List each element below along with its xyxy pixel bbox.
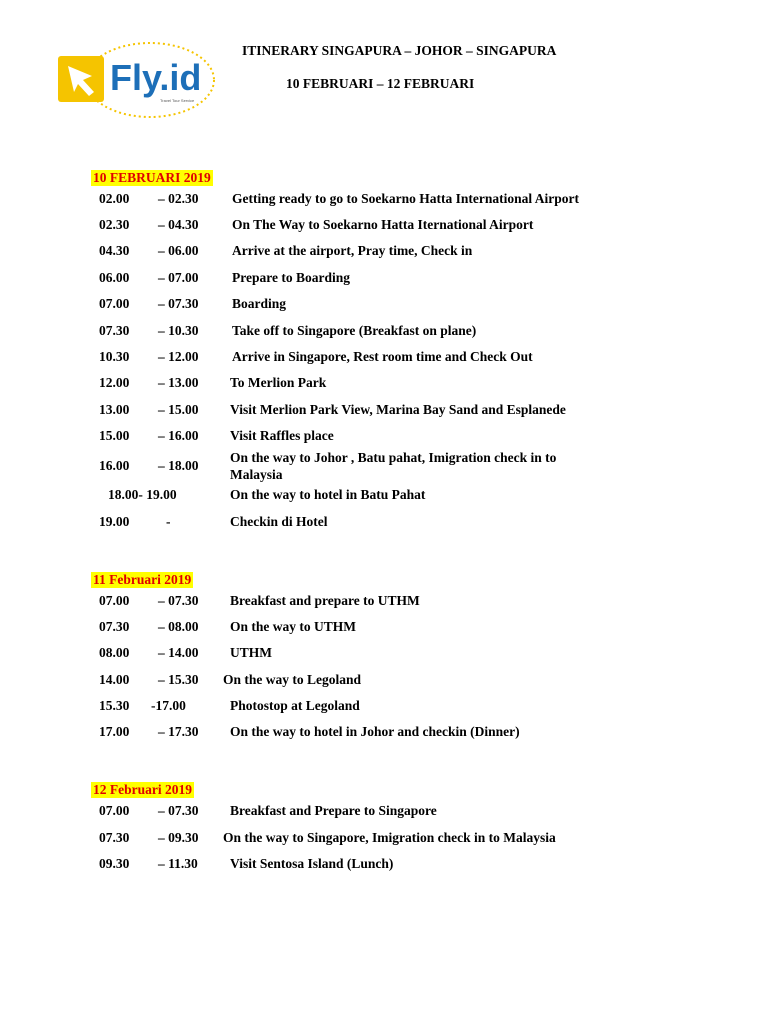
activity: Visit Raffles place [230,428,334,443]
time-end: – 15.00 [158,402,199,417]
activity: UTHM [230,645,272,660]
time-end: – 04.30 [158,217,199,232]
time-start: 10.30 [99,349,130,364]
time-end: – 11.30 [158,856,198,871]
time-end: – 07.00 [158,270,199,285]
time-end: – 09.30 [158,830,199,845]
time-start: 09.30 [99,856,130,871]
activity-line-2: Malaysia [230,467,283,482]
page-subtitle: 10 FEBRUARI – 12 FEBRUARI [286,76,475,91]
time-end: – 07.30 [158,803,199,818]
time-start: 16.00 [99,458,130,473]
activity: Arrive in Singapore, Rest room time and Check Out [232,349,533,364]
time-end: – 17.30 [158,724,199,739]
activity: Getting ready to go to Soekarno Hatta International Airport [232,191,579,206]
time-end: – 06.00 [158,243,199,258]
time-start: 07.00 [99,593,130,608]
time-end: – 02.30 [158,191,199,206]
activity: Photostop at Legoland [230,698,360,713]
day-label: 11 Februari 2019 [93,572,192,587]
flyid-logo [56,40,218,122]
time-start: 08.00 [99,645,130,660]
activity: On the way to Singapore, Imigration check in to Malaysia [223,830,556,845]
day-label: 12 Februari 2019 [93,782,192,797]
logo-graphic [56,40,218,122]
time-start: 07.30 [99,323,130,338]
activity: Take off to Singapore (Breakfast on plane) [232,323,477,338]
activity: On the way to hotel in Batu Pahat [230,487,426,502]
activity: Breakfast and prepare to UTHM [230,593,420,608]
time-end: – 07.30 [158,593,199,608]
time-end: – 14.00 [158,645,199,660]
time-start: 12.00 [99,375,130,390]
logo-tagline: Travel Tour Service [160,98,195,103]
time-end: – 12.00 [158,349,199,364]
time-end: - [166,514,171,529]
time-start: 14.00 [99,672,130,687]
time-end: – 18.00 [158,458,199,473]
activity: Visit Sentosa Island (Lunch) [230,856,394,871]
activity: On the way to Legoland [223,672,362,687]
time-start: 17.00 [99,724,130,739]
time-start: 04.30 [99,243,130,258]
time-start: 07.00 [99,803,130,818]
time-start: 19.00 [99,514,130,529]
time-end: – 16.00 [158,428,199,443]
time-end: – 15.30 [158,672,199,687]
activity: Breakfast and Prepare to Singapore [230,803,437,818]
activity: To Merlion Park [230,375,327,390]
activity: Prepare to Boarding [232,270,350,285]
activity: Visit Merlion Park View, Marina Bay Sand and Esplanede [230,402,566,417]
time-start: 13.00 [99,402,130,417]
time-start: 02.30 [99,217,130,232]
time-end: -17.00 [151,698,186,713]
activity: On the way to UTHM [230,619,356,634]
time-end: – 08.00 [158,619,199,634]
activity: On The Way to Soekarno Hatta Iternational Airport [232,217,534,232]
activity: On the way to hotel in Johor and checkin (Dinner) [230,724,520,739]
time-start: 07.30 [99,830,130,845]
time-start: 07.30 [99,619,130,634]
time-start: 15.00 [99,428,130,443]
time-start: 06.00 [99,270,130,285]
time-end: – 07.30 [158,296,199,311]
activity: Checkin di Hotel [230,514,328,529]
activity: Boarding [232,296,287,311]
time-end: – 10.30 [158,323,199,338]
time-start: 02.00 [99,191,130,206]
time-start: 07.00 [99,296,130,311]
activity: Arrive at the airport, Pray time, Check in [232,243,473,258]
time-start: 15.30 [99,698,130,713]
page-title: ITINERARY SINGAPURA – JOHOR – SINGAPURA [242,43,557,58]
day-label: 10 FEBRUARI 2019 [93,170,211,185]
time-end: – 13.00 [158,375,199,390]
activity-line-1: On the way to Johor , Batu pahat, Imigration check in to [230,450,557,465]
logo-wordmark: Fly.id [110,57,202,98]
time-range: 18.00- 19.00 [108,487,177,502]
